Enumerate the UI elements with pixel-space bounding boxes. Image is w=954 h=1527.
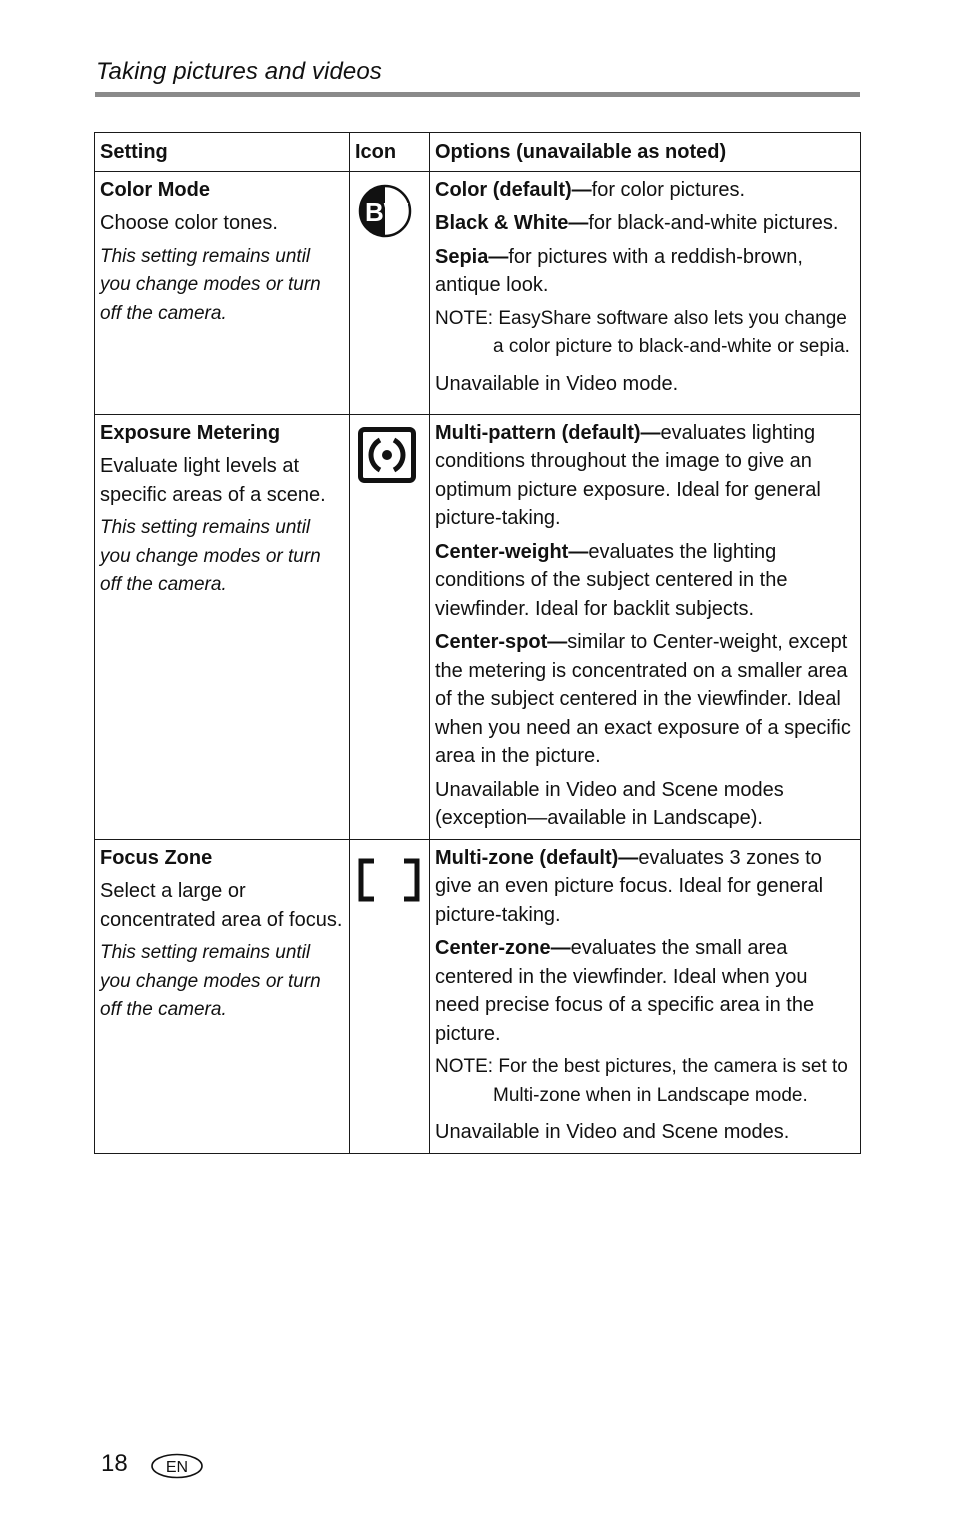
column-header-setting: Setting — [95, 133, 350, 172]
setting-description: Choose color tones. — [100, 212, 278, 234]
table-row — [95, 839, 861, 1153]
option-item: Black & White—for black-and-white pictures. — [435, 212, 839, 234]
table-row — [95, 171, 861, 414]
column-header-icon: Icon — [350, 133, 430, 172]
header-rule — [95, 92, 860, 97]
settings-table — [94, 132, 861, 1154]
table-header-row — [95, 133, 861, 172]
availability-text: Unavailable in Video and Scene modes. — [435, 1121, 790, 1143]
bw-icon-text-b: BW — [365, 196, 409, 227]
table-row — [95, 414, 861, 839]
option-item: Center-zone—evaluates the small area centered in the viewfinder. Ideal when you need precise focus of a specific area in the picture. — [435, 937, 815, 1045]
icon-cell — [350, 839, 430, 1153]
options-cell — [430, 171, 861, 414]
language-badge-icon — [150, 1453, 204, 1479]
multi-zone-focus-icon — [358, 858, 420, 902]
multi-pattern-metering-icon — [358, 427, 416, 483]
setting-cell — [95, 171, 350, 414]
page-header-title: Taking pictures and videos — [96, 58, 382, 85]
bw-color-mode-icon — [358, 184, 412, 238]
availability-text: Unavailable in Video and Scene modes (exception—available in Landscape). — [435, 778, 784, 829]
option-item: Sepia—for pictures with a reddish-brown, antique look. — [435, 245, 803, 296]
icon-cell — [350, 414, 430, 839]
setting-description: Select a large or concentrated area of focus. — [100, 880, 343, 931]
options-cell — [430, 414, 861, 839]
setting-name: Color Mode — [100, 178, 210, 201]
icon-cell — [350, 171, 430, 414]
setting-name: Exposure Metering — [100, 421, 281, 444]
option-note: NOTE: EasyShare software also lets you change a color picture to black-and-white or sepia. — [435, 307, 850, 357]
setting-description: Evaluate light levels at specific areas of a scene. — [100, 455, 326, 506]
option-item: Center-spot—similar to Center-weight, except the metering is concentrated on a smaller area of the subject centered in the viewfinder. Ideal when you need an exact exposure of a specific area in the picture. — [435, 631, 851, 767]
setting-note: This setting remains until you change modes or turn off the camera. — [100, 517, 321, 595]
option-item: Color (default)—for color pictures. — [435, 178, 746, 201]
setting-name: Focus Zone — [100, 846, 213, 869]
option-item: Multi-pattern (default)—evaluates lighting conditions throughout the image to give an optimum picture exposure. Ideal for general picture-taking. — [435, 421, 821, 529]
setting-cell — [95, 414, 350, 839]
setting-note: This setting remains until you change modes or turn off the camera. — [100, 942, 321, 1020]
option-item: Multi-zone (default)—evaluates 3 zones to give an even picture focus. Ideal for general picture-taking. — [435, 846, 824, 926]
setting-note: This setting remains until you change modes or turn off the camera. — [100, 245, 321, 324]
availability-text: Unavailable in Video mode. — [435, 372, 679, 395]
page-number: 18 — [101, 1450, 128, 1477]
column-header-options: Options (unavailable as noted) — [430, 133, 861, 172]
language-badge-text: EN — [165, 1459, 189, 1476]
option-note: NOTE: For the best pictures, the camera is set to Multi-zone when in Landscape mode. — [435, 1056, 848, 1106]
setting-cell — [95, 839, 350, 1153]
option-item: Center-weight—evaluates the lighting conditions of the subject centered in the viewfinder. Ideal for backlit subjects. — [435, 540, 788, 620]
options-cell — [430, 839, 861, 1153]
